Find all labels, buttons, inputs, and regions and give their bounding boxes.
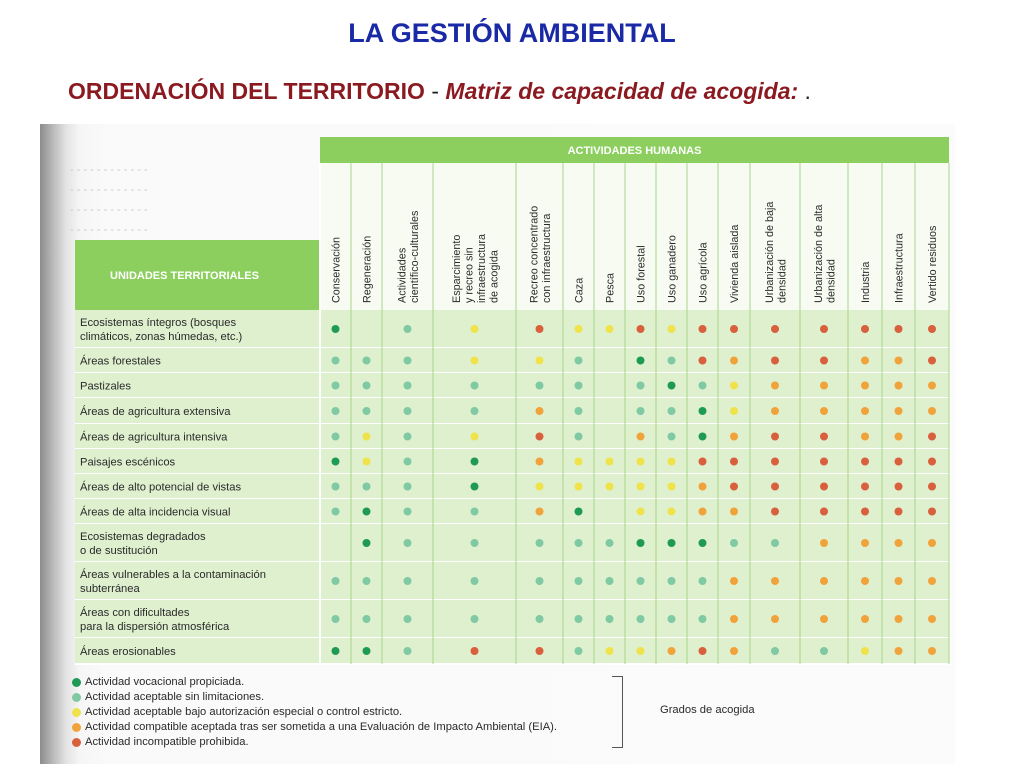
column-label: Vertido residuos	[927, 225, 939, 303]
capacity-dot	[575, 407, 583, 415]
capacity-dot	[668, 647, 676, 655]
legend-item	[72, 705, 632, 720]
legend-bracket	[612, 676, 623, 748]
capacity-dot	[928, 577, 936, 585]
capacity-dot	[332, 357, 340, 365]
capacity-dot	[820, 407, 828, 415]
capacity-dot	[471, 483, 479, 491]
capacity-dot	[771, 483, 779, 491]
capacity-dot	[771, 508, 779, 516]
capacity-dot	[699, 539, 707, 547]
capacity-dot	[699, 407, 707, 415]
capacity-dot	[730, 539, 738, 547]
capacity-dot	[895, 539, 903, 547]
capacity-dot	[730, 508, 738, 516]
row-label: Áreas de agricultura intensiva	[80, 431, 228, 444]
capacity-dot	[471, 615, 479, 623]
capacity-dot	[637, 539, 645, 547]
capacity-dot	[895, 407, 903, 415]
capacity-dot	[363, 615, 371, 623]
capacity-dot	[861, 407, 869, 415]
capacity-dot	[820, 615, 828, 623]
row-label: Áreas forestales	[80, 355, 161, 368]
capacity-dot	[637, 483, 645, 491]
legend-title: Grados de acogida	[660, 704, 755, 716]
capacity-dot	[404, 407, 412, 415]
capacity-dot	[536, 458, 544, 466]
row-label: climáticos, zonas húmedas, etc.)	[80, 331, 243, 343]
capacity-dot	[668, 615, 676, 623]
legend-text: Actividad aceptable sin limitaciones.	[85, 691, 265, 703]
row-label: Áreas de alto potencial de vistas	[80, 481, 242, 494]
capacity-dot	[928, 433, 936, 441]
capacity-dot	[332, 458, 340, 466]
capacity-dot	[861, 577, 869, 585]
capacity-dot	[471, 382, 479, 390]
capacity-dot	[771, 382, 779, 390]
legend-dot	[72, 678, 81, 687]
legend-dot	[72, 693, 81, 702]
capacity-dot	[606, 615, 614, 623]
capacity-dot	[637, 357, 645, 365]
capacity-dot	[404, 483, 412, 491]
capacity-dot	[699, 577, 707, 585]
capacity-dot	[404, 382, 412, 390]
capacity-dot	[471, 577, 479, 585]
capacity-dot	[606, 325, 614, 333]
capacity-dot	[471, 539, 479, 547]
capacity-dot	[771, 458, 779, 466]
capacity-dot	[861, 357, 869, 365]
capacity-dot	[536, 647, 544, 655]
capacity-dot	[404, 433, 412, 441]
capacity-dot	[928, 483, 936, 491]
capacity-dot	[332, 433, 340, 441]
table-row	[75, 449, 949, 474]
row-label: Paisajes escénicos	[80, 456, 176, 469]
capacity-dot	[928, 508, 936, 516]
capacity-dot	[668, 433, 676, 441]
capacity-dot	[895, 508, 903, 516]
capacity-dot	[471, 407, 479, 415]
capacity-dot	[536, 577, 544, 585]
capacity-dot	[730, 433, 738, 441]
activities-header: ACTIVIDADES HUMANAS	[567, 145, 702, 157]
capacity-dot	[861, 458, 869, 466]
row-label: Áreas con dificultades	[80, 607, 190, 619]
capacity-dot	[730, 458, 738, 466]
capacity-dot	[668, 483, 676, 491]
capacity-dot	[363, 382, 371, 390]
capacity-dot	[730, 615, 738, 623]
capacity-dot	[861, 615, 869, 623]
capacity-dot	[471, 458, 479, 466]
capacity-dot	[471, 647, 479, 655]
column-label: Recreo concentrado	[528, 205, 541, 303]
capacity-dot	[820, 382, 828, 390]
capacity-dot	[895, 382, 903, 390]
table-row	[75, 373, 949, 398]
legend-dot	[72, 723, 81, 732]
capacity-dot	[536, 407, 544, 415]
subtitle-end: .	[798, 78, 811, 104]
capacity-dot	[699, 325, 707, 333]
capacity-dot	[404, 615, 412, 623]
row-label: Áreas vulnerables a la contaminación	[80, 569, 266, 581]
capacity-dot	[820, 325, 828, 333]
capacity-dot	[820, 508, 828, 516]
capacity-dot	[575, 382, 583, 390]
capacity-dot	[575, 615, 583, 623]
capacity-dot	[471, 433, 479, 441]
capacity-dot	[771, 615, 779, 623]
column-label: Vivienda aislada	[729, 224, 741, 303]
capacity-dot	[861, 508, 869, 516]
capacity-dot	[820, 577, 828, 585]
table-row	[75, 348, 949, 373]
capacity-dot	[861, 382, 869, 390]
column-label: Uso agrícola	[697, 242, 710, 303]
table-row	[75, 524, 949, 562]
capacity-dot	[606, 483, 614, 491]
capacity-dot	[637, 382, 645, 390]
row-label: Áreas de agricultura extensiva	[80, 406, 231, 418]
capacity-dot	[363, 483, 371, 491]
capacity-dot	[668, 458, 676, 466]
column-label: Caza	[573, 277, 586, 303]
capacity-dot	[332, 382, 340, 390]
capacity-dot	[771, 433, 779, 441]
capacity-dot	[699, 647, 707, 655]
capacity-dot	[606, 577, 614, 585]
capacity-dot	[363, 508, 371, 516]
capacity-dot	[404, 458, 412, 466]
column-label: Actividades	[396, 247, 409, 303]
capacity-dot	[404, 647, 412, 655]
capacity-dot	[928, 458, 936, 466]
capacity-dot	[895, 615, 903, 623]
capacity-dot	[771, 647, 779, 655]
legend-item	[72, 720, 632, 735]
capacity-dot	[332, 325, 340, 333]
capacity-dot	[730, 407, 738, 415]
column-label: de acogida	[488, 250, 501, 303]
capacity-dot	[730, 325, 738, 333]
capacity-dot	[606, 539, 614, 547]
capacity-dot	[730, 483, 738, 491]
capacity-dot	[668, 325, 676, 333]
column-label: Pesca	[604, 272, 617, 303]
legend-item	[72, 690, 632, 705]
capacity-dot	[668, 407, 676, 415]
row-label: Áreas erosionables	[80, 646, 176, 658]
capacity-dot	[771, 539, 779, 547]
capacity-dot	[637, 407, 645, 415]
capacity-dot	[363, 577, 371, 585]
capacity-dot	[895, 483, 903, 491]
legend-dot	[72, 708, 81, 717]
capacity-dot	[536, 325, 544, 333]
column-label: Uso forestal	[635, 245, 648, 303]
capacity-dot	[928, 539, 936, 547]
column-label: Esparcimiento	[450, 234, 463, 303]
capacity-dot	[606, 647, 614, 655]
capacity-dot	[404, 325, 412, 333]
capacity-dot	[637, 508, 645, 516]
capacity-dot	[895, 458, 903, 466]
capacity-dot	[471, 357, 479, 365]
column-label: infraestructura	[475, 233, 488, 303]
column-label: científico-culturales	[408, 210, 421, 303]
bleed-through-text: - - - - - - - - - - - -	[70, 224, 148, 236]
column-label: con infraestructura	[540, 213, 553, 303]
capacity-dot	[861, 483, 869, 491]
subtitle-matrix-label: Matriz de capacidad de acogida:	[445, 78, 799, 104]
capacity-dot	[363, 539, 371, 547]
capacity-dot	[637, 615, 645, 623]
capacity-dot	[332, 508, 340, 516]
capacity-dot	[699, 433, 707, 441]
capacity-dot	[404, 508, 412, 516]
capacity-dot	[637, 458, 645, 466]
capacity-dot	[771, 407, 779, 415]
units-header: UNIDADES TERRITORIALES	[110, 270, 259, 282]
capacity-dot	[861, 647, 869, 655]
capacity-dot	[928, 357, 936, 365]
capacity-dot	[699, 458, 707, 466]
column-label: Regeneración	[361, 235, 374, 303]
capacity-dot	[363, 433, 371, 441]
capacity-dot	[861, 539, 869, 547]
legend-text: Actividad aceptable bajo autorización especial o control estricto.	[85, 706, 403, 718]
legend-text: Actividad incompatible prohibida.	[85, 736, 249, 748]
capacity-dot	[928, 615, 936, 623]
capacity-dot	[404, 539, 412, 547]
legend-text: Actividad vocacional propiciada.	[85, 676, 245, 688]
capacity-dot	[895, 577, 903, 585]
column-label: densidad	[776, 259, 789, 303]
capacity-dot	[895, 647, 903, 655]
capacity-dot	[575, 483, 583, 491]
capacity-dot	[820, 483, 828, 491]
capacity-dot	[575, 647, 583, 655]
legend-item	[72, 735, 632, 750]
capacity-dot	[820, 647, 828, 655]
capacity-dot	[928, 407, 936, 415]
capacity-dot	[404, 357, 412, 365]
page-title: LA GESTIÓN AMBIENTAL	[348, 18, 676, 48]
row-label: Áreas de alta incidencia visual	[80, 506, 231, 519]
capacity-dot	[575, 577, 583, 585]
capacity-dot	[928, 382, 936, 390]
capacity-dot	[730, 647, 738, 655]
legend-item	[72, 675, 632, 690]
capacity-dot	[363, 458, 371, 466]
capacity-dot	[861, 433, 869, 441]
capacity-dot	[699, 382, 707, 390]
capacity-dot	[820, 539, 828, 547]
subtitle-separator: -	[424, 78, 446, 104]
capacity-dot	[536, 433, 544, 441]
capacity-dot	[575, 508, 583, 516]
capacity-dot	[771, 577, 779, 585]
capacity-dot	[363, 357, 371, 365]
capacity-dot	[730, 382, 738, 390]
capacity-dot	[606, 458, 614, 466]
capacity-dot	[536, 483, 544, 491]
table-row	[75, 562, 949, 600]
capacity-dot	[575, 325, 583, 333]
capacity-dot	[637, 577, 645, 585]
column-label: densidad	[825, 259, 838, 303]
capacity-dot	[928, 325, 936, 333]
capacity-dot	[820, 458, 828, 466]
capacity-dot	[861, 325, 869, 333]
capacity-dot	[699, 357, 707, 365]
column-label: Urbanización de baja	[763, 201, 776, 303]
capacity-dot	[637, 325, 645, 333]
capacity-dot	[895, 325, 903, 333]
capacity-dot	[668, 357, 676, 365]
capacity-dot	[730, 357, 738, 365]
capacity-dot	[730, 577, 738, 585]
row-label: Pastizales	[80, 380, 131, 393]
capacity-dot	[536, 357, 544, 365]
capacity-dot	[332, 483, 340, 491]
capacity-dot	[363, 647, 371, 655]
capacity-dot	[668, 539, 676, 547]
capacity-dot	[771, 325, 779, 333]
capacity-dot	[332, 577, 340, 585]
column-label: Industria	[860, 261, 872, 303]
capacity-dot	[332, 615, 340, 623]
capacity-dot	[536, 615, 544, 623]
capacity-dot	[471, 325, 479, 333]
table-row	[75, 638, 949, 664]
capacity-dot	[637, 433, 645, 441]
capacity-dot	[575, 458, 583, 466]
capacity-dot	[895, 357, 903, 365]
capacity-dot	[575, 539, 583, 547]
row-label: o de sustitución	[80, 545, 158, 557]
capacity-dot	[820, 433, 828, 441]
column-label: Urbanización de alta	[812, 204, 825, 303]
capacity-dot	[637, 647, 645, 655]
capacity-dot	[332, 407, 340, 415]
capacity-dot	[668, 508, 676, 516]
legend-dot	[72, 738, 81, 747]
row-label: subterránea	[80, 583, 140, 595]
capacity-dot	[668, 577, 676, 585]
capacity-dot	[575, 433, 583, 441]
capacity-dot	[404, 577, 412, 585]
capacity-dot	[536, 382, 544, 390]
row-label: Ecosistemas íntegros (bosques	[80, 317, 237, 329]
row-label: para la dispersión atmosférica	[80, 621, 230, 633]
column-label: Uso ganadero	[666, 235, 679, 303]
bleed-through-text: - - - - - - - - - - - -	[70, 184, 148, 196]
capacity-dot	[771, 357, 779, 365]
column-label: Conservación	[330, 236, 343, 303]
capacity-dot	[668, 382, 676, 390]
row-label: Ecosistemas degradados	[80, 531, 206, 543]
legend	[72, 675, 632, 750]
capacity-dot	[332, 647, 340, 655]
legend-text: Actividad compatible aceptada tras ser sometida a una Evaluación de Impacto Ambiental (EIA).	[85, 721, 557, 733]
capacity-dot	[363, 407, 371, 415]
capacity-dot	[575, 357, 583, 365]
capacity-dot	[820, 357, 828, 365]
capacity-dot	[536, 539, 544, 547]
column-label: y recreo sin	[463, 247, 476, 303]
capacity-dot	[471, 508, 479, 516]
bleed-through-text: - - - - - - - - - - - -	[70, 164, 148, 176]
capacity-dot	[699, 615, 707, 623]
capacity-dot	[928, 647, 936, 655]
bleed-through-text: - - - - - - - - - - - -	[70, 204, 148, 216]
subtitle-main: ORDENACIÓN DEL TERRITORIO	[68, 78, 425, 104]
capacity-dot	[699, 508, 707, 516]
capacity-dot	[536, 508, 544, 516]
capacity-dot	[699, 483, 707, 491]
capacity-dot	[895, 433, 903, 441]
column-label: Infraestructura	[893, 233, 906, 303]
